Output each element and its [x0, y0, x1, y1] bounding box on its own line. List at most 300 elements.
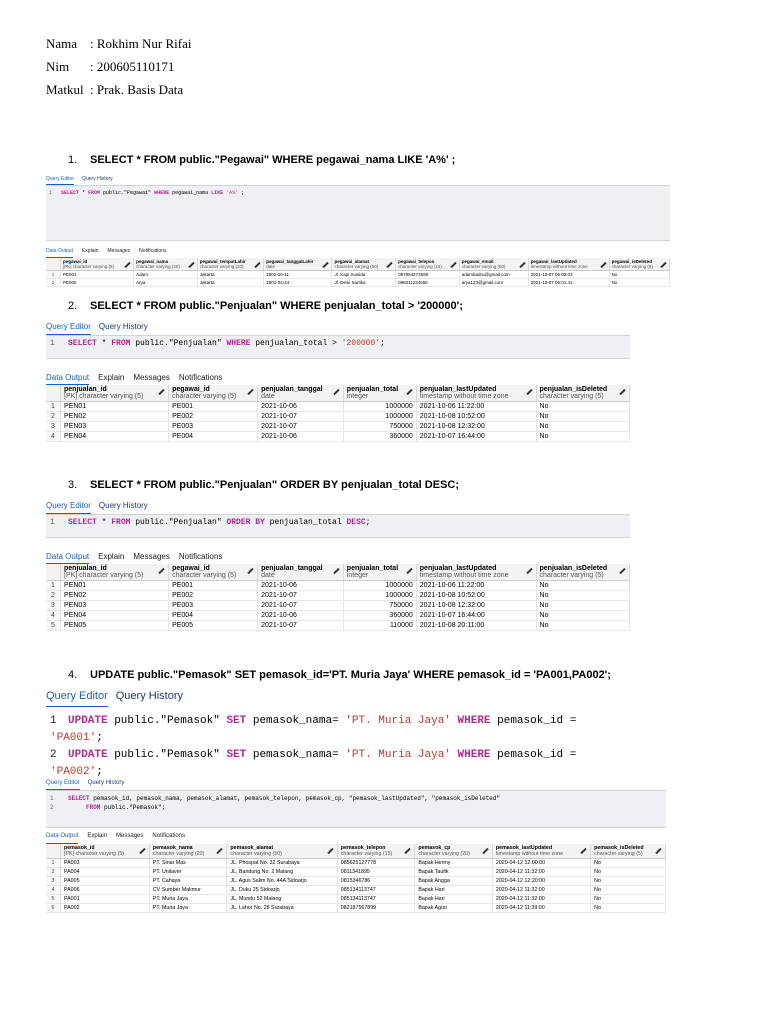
sql-text: public."Pemasok";: [100, 804, 166, 811]
sql-text: ;: [380, 339, 385, 348]
table-cell[interactable]: PE004: [169, 611, 258, 621]
table-cell[interactable]: 082187567899: [337, 904, 415, 913]
table-cell[interactable]: Jakarta: [197, 271, 264, 279]
line-number: 1: [50, 715, 57, 727]
table-cell[interactable]: PA006: [61, 886, 150, 895]
column-type: character varying (20): [136, 264, 180, 269]
sql-string: 'PT. Muria Jaya': [345, 749, 451, 761]
sql-keyword: SET: [226, 749, 247, 761]
result-table: [46, 258, 670, 287]
column-type: date: [261, 572, 275, 579]
sql-text: [451, 749, 458, 761]
table-row[interactable]: [46, 279, 670, 287]
table-cell[interactable]: arya123@gmail.com: [459, 279, 528, 287]
table-cell[interactable]: 2020-04-12 11:32:00: [492, 895, 590, 904]
line-number: 1: [50, 518, 55, 527]
column-name: penjualan_id: [64, 565, 107, 572]
column-type: character varying (20): [199, 264, 244, 269]
result-table: [46, 844, 666, 913]
table-cell[interactable]: PEN05: [61, 621, 169, 631]
tab-query-history[interactable]: Query History: [115, 690, 183, 702]
sql-line: [50, 803, 662, 812]
table-cell[interactable]: PT. Unilaver: [149, 868, 227, 877]
table-cell[interactable]: PT. Cahaya: [149, 877, 227, 886]
question-number: 4.: [68, 669, 78, 681]
table-cell[interactable]: 360000: [343, 432, 416, 442]
tab-query-editor[interactable]: Query Editor: [46, 176, 74, 185]
column-header[interactable]: [197, 258, 264, 271]
column-type: character varying (20): [418, 851, 470, 857]
column-header[interactable]: [227, 844, 337, 859]
column-header[interactable]: [169, 564, 258, 581]
sql-keyword: ORDER BY: [226, 518, 265, 527]
table-cell[interactable]: 085625127778: [337, 859, 415, 868]
question-number: 3.: [68, 479, 78, 491]
table-cell[interactable]: 750000: [343, 601, 416, 611]
column-header[interactable]: [396, 258, 460, 271]
column-type: character varying (50): [230, 851, 282, 857]
tab-explain[interactable]: Explain: [98, 373, 125, 382]
table-cell[interactable]: 360000: [343, 611, 416, 621]
sql-text: public."Pemasok": [107, 715, 227, 727]
column-header[interactable]: [61, 844, 150, 859]
row-number: 1: [46, 271, 61, 279]
sql-editor[interactable]: [46, 707, 636, 778]
column-type: [PK] character varying (5): [64, 572, 144, 579]
row-number: 4: [46, 611, 61, 621]
table-cell[interactable]: 087884273699: [396, 271, 460, 279]
column-header[interactable]: [459, 258, 528, 271]
column-type: character varying (20): [152, 851, 205, 857]
table-cell[interactable]: PEN03: [61, 601, 169, 611]
table-cell[interactable]: PA003: [61, 859, 150, 868]
sql-keyword: WHERE: [226, 339, 251, 348]
column-name: pegawai_id: [172, 565, 210, 572]
column-header[interactable]: [258, 564, 344, 581]
table-cell[interactable]: No: [591, 868, 666, 877]
table-cell[interactable]: JL. Mundu 52 Malang: [227, 895, 337, 904]
table-cell[interactable]: 1000000: [343, 412, 416, 422]
column-header[interactable]: [149, 844, 227, 859]
table-cell[interactable]: PEN01: [61, 581, 169, 591]
table-cell[interactable]: PA005: [61, 877, 150, 886]
table-cell[interactable]: No: [536, 611, 629, 621]
table-cell[interactable]: Bapak Taufik: [415, 868, 493, 877]
line-number: 2: [50, 749, 57, 761]
column-name: pemasok_isDeleted: [594, 845, 644, 851]
tab-notifications[interactable]: Notifications: [139, 248, 167, 254]
row-number: 1: [46, 859, 61, 868]
line-number: 2: [50, 804, 54, 811]
nim-value: : 200605110171: [90, 59, 175, 74]
row-number: 3: [46, 601, 61, 611]
sql-keyword: SET: [226, 715, 247, 727]
table-cell[interactable]: PE003: [169, 601, 258, 611]
column-type: character varying (5): [611, 264, 653, 269]
table-cell[interactable]: 2021-10-08 12:32:00: [416, 422, 536, 432]
table-row[interactable]: [46, 621, 630, 631]
sql-keyword: LIKE: [211, 190, 224, 196]
sql-editor[interactable]: [46, 185, 670, 241]
query1-screenshot: [46, 176, 670, 288]
column-name: pegawai_alamat: [334, 259, 369, 264]
column-header[interactable]: [258, 385, 344, 402]
table-cell[interactable]: 2021-10-06: [258, 581, 344, 591]
row-number: 4: [46, 886, 61, 895]
table-cell[interactable]: 110000: [343, 621, 416, 631]
table-cell[interactable]: No: [591, 877, 666, 886]
question-text: UPDATE public."Pemasok" SET pemasok_id='PT. Muria Jaya' WHERE pemasok_id = 'PA001,PA002';: [90, 669, 611, 681]
table-cell[interactable]: No: [536, 581, 629, 591]
column-type: date: [266, 264, 276, 269]
table-cell[interactable]: No: [609, 271, 669, 279]
table-row[interactable]: [46, 591, 630, 601]
table-cell[interactable]: JL. Phospat No. 32 Surabaya: [227, 859, 337, 868]
table-cell[interactable]: JL. Agus Salim No. 44A Sidoarjo: [227, 877, 337, 886]
table-cell[interactable]: PE001: [61, 271, 134, 279]
question-number: 2.: [68, 300, 78, 312]
tab-data-output[interactable]: Data Output: [46, 248, 73, 258]
table-cell[interactable]: PE004: [169, 432, 258, 442]
table-cell[interactable]: 2021-10-07: [258, 591, 344, 601]
tab-notifications[interactable]: Notifications: [178, 373, 223, 382]
tab-explain[interactable]: Explain: [81, 248, 99, 254]
column-header[interactable]: [528, 258, 609, 271]
table-cell[interactable]: 088211224556: [396, 279, 460, 287]
column-type: character varying (5): [594, 851, 643, 857]
table-cell[interactable]: 2021-10-06: [258, 432, 344, 442]
column-header[interactable]: [609, 258, 669, 271]
column-header[interactable]: [591, 844, 666, 859]
tab-notifications[interactable]: Notifications: [152, 833, 186, 839]
table-cell[interactable]: JL. Duku 25 Sidoarjo: [227, 886, 337, 895]
table-cell[interactable]: 1000000: [343, 591, 416, 601]
column-header[interactable]: [415, 844, 493, 859]
row-number-header: [46, 258, 61, 271]
table-cell[interactable]: 2021-10-07 16:44:00: [416, 611, 536, 621]
table-cell[interactable]: No: [536, 412, 629, 422]
table-cell[interactable]: 750000: [343, 422, 416, 432]
column-header[interactable]: [337, 844, 415, 859]
table-cell[interactable]: 2002-10-11: [264, 271, 332, 279]
column-header[interactable]: [416, 385, 536, 402]
column-type: [PK] character varying (5): [64, 393, 144, 400]
output-tabs: [46, 833, 666, 844]
question-3-title: [68, 479, 459, 491]
tab-data-output[interactable]: Data Output: [46, 552, 89, 564]
sql-text: ;: [365, 518, 371, 527]
tab-explain[interactable]: Explain: [98, 552, 125, 561]
question-text: SELECT * FROM public."Penjualan" ORDER BY penjualan_total DESC;: [90, 479, 459, 491]
sql-keyword: WHERE: [154, 190, 170, 196]
tab-notifications[interactable]: Notifications: [178, 552, 223, 561]
table-cell[interactable]: PE005: [169, 621, 258, 631]
table-cell[interactable]: Bapak Hermy: [415, 859, 493, 868]
sql-keyword: FROM: [88, 190, 101, 196]
table-cell[interactable]: PE002: [169, 591, 258, 601]
table-cell[interactable]: No: [536, 422, 629, 432]
question-text: SELECT * FROM public."Penjualan" WHERE penjualan_total > '200000';: [90, 300, 463, 312]
column-header[interactable]: [343, 564, 416, 581]
column-type: timestamp without time zone: [495, 851, 564, 857]
table-cell[interactable]: No: [591, 886, 666, 895]
query3-screenshot: [46, 501, 630, 653]
row-number: 1: [46, 402, 61, 412]
table-row[interactable]: [46, 611, 630, 621]
column-type: character varying (5): [172, 572, 237, 579]
column-name: pegawai_email: [461, 259, 494, 264]
table-cell[interactable]: Jl. Kapi Suwida: [332, 271, 396, 279]
row-number-header: [46, 385, 61, 402]
table-cell[interactable]: No: [536, 601, 629, 611]
row-number: 1: [46, 581, 61, 591]
table-cell[interactable]: Jakarta: [197, 279, 264, 287]
tab-data-output[interactable]: Data Output: [46, 833, 78, 844]
table-cell[interactable]: PEN02: [61, 591, 169, 601]
tab-query-editor[interactable]: Query Editor: [46, 322, 91, 335]
table-cell[interactable]: PEN01: [61, 402, 169, 412]
table-cell[interactable]: Adam: [134, 271, 198, 279]
table-cell[interactable]: 085134113747: [337, 895, 415, 904]
tab-query-history[interactable]: Query History: [98, 501, 148, 510]
sql-line: [50, 794, 662, 803]
column-type: integer: [346, 572, 369, 579]
line-number: 1: [50, 339, 55, 348]
table-cell[interactable]: JL. Lahor No. 28 Surabaya: [227, 904, 337, 913]
column-name: penjualan_isDeleted: [539, 565, 608, 572]
table-cell[interactable]: PE005: [61, 279, 134, 287]
tab-messages[interactable]: Messages: [107, 248, 131, 254]
table-cell[interactable]: 2021-10-08 10:52:00: [416, 591, 536, 601]
table-row[interactable]: [46, 877, 666, 886]
table-cell[interactable]: 2021-10-08 20:11:00: [416, 621, 536, 631]
table-cell[interactable]: Arya: [134, 279, 198, 287]
table-cell[interactable]: Bapak Angga: [415, 877, 493, 886]
column-name: penjualan_tanggal: [261, 386, 323, 393]
table-cell[interactable]: 2021-10-06: [258, 611, 344, 621]
column-name: pegawai_lastUpdated: [530, 259, 577, 264]
table-cell[interactable]: PEN04: [61, 432, 169, 442]
column-header[interactable]: [61, 564, 169, 581]
table-cell[interactable]: No: [591, 904, 666, 913]
query2-screenshot: [46, 322, 630, 462]
column-type: character varying (5): [172, 393, 237, 400]
column-name: pemasok_nama: [152, 845, 193, 851]
row-number: 2: [46, 591, 61, 601]
tab-messages[interactable]: Messages: [133, 373, 170, 382]
tab-messages[interactable]: Messages: [133, 552, 170, 561]
table-cell[interactable]: 2021-10-06: [258, 402, 344, 412]
tab-query-history[interactable]: Query History: [98, 322, 148, 331]
table-cell[interactable]: PT. Muria Jaya: [149, 895, 227, 904]
table-cell[interactable]: No: [609, 279, 669, 287]
table-row[interactable]: [46, 859, 666, 868]
editor-tabs: [46, 322, 630, 335]
table-cell[interactable]: No: [536, 402, 629, 412]
row-number: 3: [46, 877, 61, 886]
table-cell[interactable]: PA001: [61, 895, 150, 904]
table-cell[interactable]: PEN04: [61, 611, 169, 621]
table-row[interactable]: [46, 904, 666, 913]
table-cell[interactable]: Bapak Hari: [415, 886, 493, 895]
table-cell[interactable]: 2021-10-08 12:32:00: [416, 601, 536, 611]
sql-keyword: FROM: [111, 339, 131, 348]
table-cell[interactable]: No: [536, 621, 629, 631]
table-cell[interactable]: 2021-10-07: [258, 412, 344, 422]
table-cell[interactable]: PE001: [169, 581, 258, 591]
sql-text: pemasok_nama=: [246, 749, 346, 761]
table-cell[interactable]: 2001-04-24: [264, 279, 332, 287]
column-header[interactable]: [536, 564, 629, 581]
table-cell[interactable]: 2021-10-06 11:22:00: [416, 581, 536, 591]
sql-keyword: SELECT: [68, 339, 97, 348]
table-cell[interactable]: PA002: [61, 904, 150, 913]
column-name: penjualan_id: [64, 386, 107, 393]
tab-data-output[interactable]: Data Output: [46, 373, 89, 385]
row-number: 5: [46, 895, 61, 904]
table-cell[interactable]: 0811341895: [337, 868, 415, 877]
table-cell[interactable]: 2020-04-12 11:39:00: [492, 904, 590, 913]
table-cell[interactable]: 2020-04-12 12:00:00: [492, 859, 590, 868]
column-name: pegawai_telepon: [398, 259, 435, 264]
table-cell[interactable]: 1000000: [343, 581, 416, 591]
table-cell[interactable]: 2021-10-07: [258, 601, 344, 611]
table-cell[interactable]: PT. Sinar Mas: [149, 859, 227, 868]
column-type: character varying (50): [334, 264, 379, 269]
table-header-row: [46, 258, 670, 271]
table-row[interactable]: [46, 868, 666, 877]
sql-keyword: SELECT: [68, 518, 97, 527]
table-cell[interactable]: PE003: [169, 422, 258, 432]
column-type: character varying (5): [539, 393, 604, 400]
column-header[interactable]: [343, 385, 416, 402]
table-cell[interactable]: PT. Muria Jaya: [149, 904, 227, 913]
sql-editor[interactable]: [46, 790, 666, 828]
table-cell[interactable]: No: [591, 859, 666, 868]
table-cell[interactable]: 085134113747: [337, 886, 415, 895]
table-cell[interactable]: 2021-10-07 16:44:00: [416, 432, 536, 442]
table-cell[interactable]: 2020-04-12 12:20:00: [492, 877, 590, 886]
sql-text: ;: [238, 190, 245, 196]
sql-text: *: [96, 518, 112, 527]
table-cell[interactable]: adambadru@gmail.com: [459, 271, 528, 279]
table-cell[interactable]: 2021-10-08 10:52:00: [416, 412, 536, 422]
table-cell[interactable]: No: [536, 432, 629, 442]
table-cell[interactable]: Bapak Aguo: [415, 904, 493, 913]
table-cell[interactable]: JL. Bandung No. 2 Malang: [227, 868, 337, 877]
table-cell[interactable]: 2020-04-12 11:32:00: [492, 868, 590, 877]
table-row[interactable]: [46, 601, 630, 611]
sql-text: penjualan_total: [264, 518, 347, 527]
table-row[interactable]: [46, 432, 630, 442]
sql-string: 'PA001': [50, 732, 97, 744]
sql-keyword: DESC: [346, 518, 366, 527]
sql-editor[interactable]: [46, 335, 630, 359]
table-cell[interactable]: No: [591, 895, 666, 904]
table-cell[interactable]: Jl. Dewi Sartika: [332, 279, 396, 287]
table-cell[interactable]: PA004: [61, 868, 150, 877]
tab-query-editor[interactable]: Query Editor: [46, 780, 80, 790]
tab-query-history[interactable]: Query History: [82, 176, 113, 182]
column-name: penjualan_lastUpdated: [419, 386, 497, 393]
table-cell[interactable]: PE002: [169, 412, 258, 422]
column-header[interactable]: [536, 385, 629, 402]
table-row[interactable]: [46, 402, 630, 412]
table-cell[interactable]: 1000000: [343, 402, 416, 412]
sql-text: *: [79, 190, 89, 196]
table-cell[interactable]: CV Sumber Makmur: [149, 886, 227, 895]
sql-keyword: UPDATE: [68, 715, 108, 727]
sql-keyword: FROM: [111, 518, 131, 527]
sql-editor[interactable]: [46, 514, 630, 538]
table-row[interactable]: [46, 412, 630, 422]
table-cell[interactable]: 2021-10-07: [258, 422, 344, 432]
table-row[interactable]: [46, 886, 666, 895]
column-header[interactable]: [61, 258, 134, 271]
column-type: [PK] character varying (5): [63, 264, 115, 269]
column-type: date: [261, 393, 275, 400]
tab-query-editor[interactable]: Query Editor: [46, 501, 91, 514]
table-row[interactable]: [46, 422, 630, 432]
table-cell[interactable]: PEN02: [61, 412, 169, 422]
table-cell[interactable]: PE001: [169, 402, 258, 412]
sql-string: 'A%': [223, 190, 239, 196]
table-row[interactable]: [46, 895, 666, 904]
table-cell[interactable]: 0815346786: [337, 877, 415, 886]
table-cell[interactable]: Bapak Hari: [415, 895, 493, 904]
column-header[interactable]: [332, 258, 396, 271]
column-type: character varying (5): [539, 572, 604, 579]
line-number: 1: [49, 190, 53, 196]
row-number: 5: [46, 621, 61, 631]
column-header[interactable]: [492, 844, 590, 859]
column-header[interactable]: [264, 258, 332, 271]
row-number: 2: [46, 412, 61, 422]
column-name: penjualan_tanggal: [261, 565, 323, 572]
table-row[interactable]: [46, 271, 670, 279]
sql-line: [50, 713, 632, 747]
table-cell[interactable]: 2021-10-06 11:22:00: [416, 402, 536, 412]
table-cell[interactable]: 2021-10-07 06:01:41: [528, 279, 609, 287]
sql-string: '200000': [341, 339, 381, 348]
question-4-title: [68, 669, 611, 681]
row-number: 2: [46, 868, 61, 877]
column-header[interactable]: [134, 258, 198, 271]
tab-messages[interactable]: Messages: [116, 833, 144, 839]
sql-text: public."Penjualan": [130, 518, 227, 527]
sql-text: penjualan_total >: [250, 339, 342, 348]
table-cell[interactable]: No: [536, 591, 629, 601]
table-cell[interactable]: 2021-10-07: [258, 621, 344, 631]
table-cell[interactable]: 2021-10-07 06:03:03: [528, 271, 609, 279]
table-cell[interactable]: PEN03: [61, 422, 169, 432]
tab-explain[interactable]: Explain: [87, 833, 108, 839]
row-number-header: [46, 844, 61, 859]
sql-text: *: [96, 339, 112, 348]
column-header[interactable]: [61, 385, 169, 402]
column-header[interactable]: [169, 385, 258, 402]
tab-query-history[interactable]: Query History: [87, 780, 125, 786]
column-header[interactable]: [416, 564, 536, 581]
question-1-title: [68, 154, 455, 166]
sql-text: pemasok_id =: [490, 715, 577, 727]
table-row[interactable]: [46, 581, 630, 591]
table-cell[interactable]: 2020-04-12 11:32:00: [492, 886, 590, 895]
nama-label: Nama: [46, 36, 78, 51]
column-type: timestamp without time zone: [530, 264, 588, 269]
tab-query-editor[interactable]: Query Editor: [46, 690, 108, 707]
row-number: 6: [46, 904, 61, 913]
